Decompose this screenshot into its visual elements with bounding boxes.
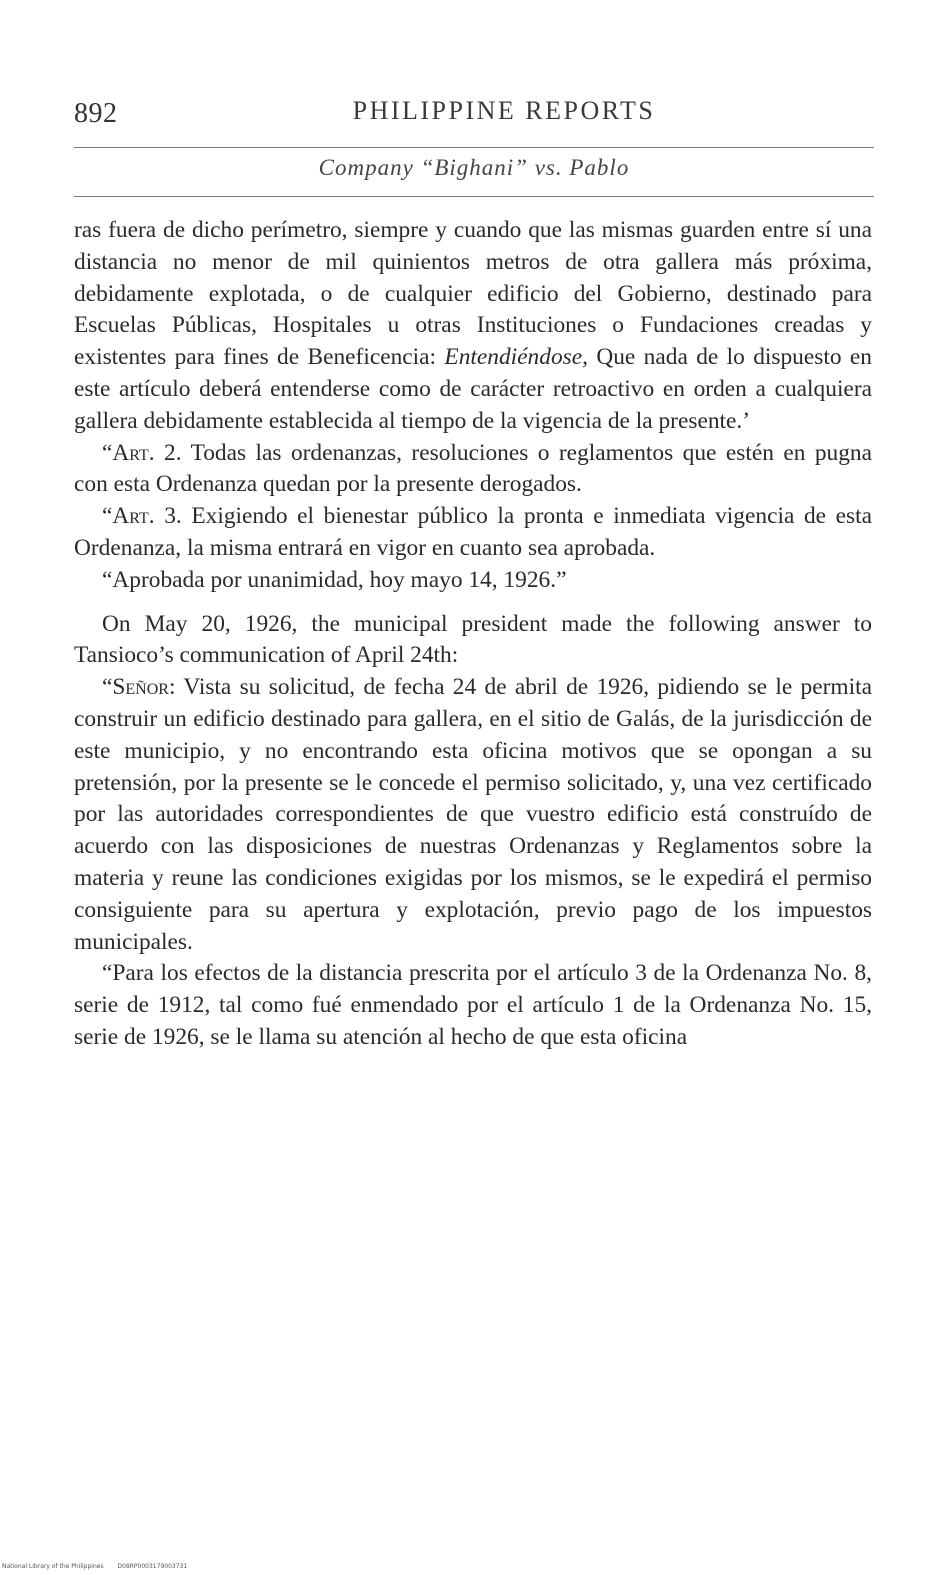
salutation-label: “Señor: xyxy=(102,674,176,701)
footer-library: National Library of the Philippines xyxy=(2,1563,104,1570)
paragraph-article-3 xyxy=(74,501,872,565)
scan-footer xyxy=(2,1563,199,1570)
article-label: “Art. 2. xyxy=(102,439,182,466)
paragraph-last: “Para los efectos de la distancia prescrita por el artículo 3 de la Ordenanza No. 8, serie de 1912, tal como fué enmendado por el artículo 1 de la Ordenanza No. 15, serie de 1926, se le llama su atención al hecho de que esta oficina xyxy=(74,960,872,1050)
paragraph-text: ras fuera de dicho perímetro, siempre y cuando que las mismas guarden entre sí una distancia no menor de mil quinientos metros de otra gallera más próxima, debidamente explotada, o de cualquier edificio del Gobierno, destinado para Escuelas Públicas, Hospitales u otras Instituciones o Fundaciones creadas y existentes para fines de Beneficencia: xyxy=(74,217,872,371)
paragraph-text: Todas las ordenanzas, resoluciones o reglamentos que estén en pugna con esta Ordenanza quedan por la presente derogados. xyxy=(74,439,872,498)
case-title: Company “Bighani” vs. Pablo xyxy=(318,155,630,180)
paragraph-text: Vista su solicitud, de fecha 24 de abril de 1926, pidiendo se le permita construir un edificio destinado para gallera, en el sitio de Galás, de la jurisdicción de este municipio, y no encontrando esta oficina motivos que se opongan a su pretensión, por la presente se le concede el permiso solicitado, y, una vez certificado por las autoridades correspondientes de que vuestro edificio está construído de acuerdo con las disposiciones de nuestras Ordenanzas y Reglamentos sobre la materia y reune las condiciones exigidas por los mismos, se le expedirá el permiso consiguiente para su apertura y explotación, previo pago de los impuestos municipales. xyxy=(74,674,872,955)
paragraph-senor xyxy=(74,672,872,958)
header-rule-top xyxy=(74,147,874,148)
paragraph-text: Que nada de lo dispuesto en este artículo deberá entenderse como de carácter retroactivo en orden a cualquiera gallera debidamente establecida al tiempo de la vigencia de la presente.’ xyxy=(74,344,872,434)
header-rule-bottom xyxy=(74,196,874,197)
paragraph-approved: “Aprobada por unanimidad, hoy mayo 14, 1926.” xyxy=(102,566,567,593)
footer-code: D08RP0003179003731 xyxy=(117,1563,188,1570)
article-label: “Art. 3. xyxy=(102,503,182,530)
page-header xyxy=(74,96,874,140)
paragraph-continuation xyxy=(74,215,872,438)
paragraph-text: Exigiendo el bienestar público la pronta e inmediata vigencia de esta Ordenanza, la misma entrará en vigor en cuanto sea aprobada. xyxy=(74,503,872,561)
paragraph-article-2 xyxy=(74,438,872,502)
paragraph-narrative: On May 20, 1926, the municipal president made the following answer to Tansioco’s communication of April 24th: xyxy=(74,610,872,669)
body-text xyxy=(74,215,872,1054)
italic-term: Entendiéndose, xyxy=(444,344,588,371)
running-title: PHILIPPINE REPORTS xyxy=(352,96,656,125)
page-number: 892 xyxy=(74,98,118,129)
